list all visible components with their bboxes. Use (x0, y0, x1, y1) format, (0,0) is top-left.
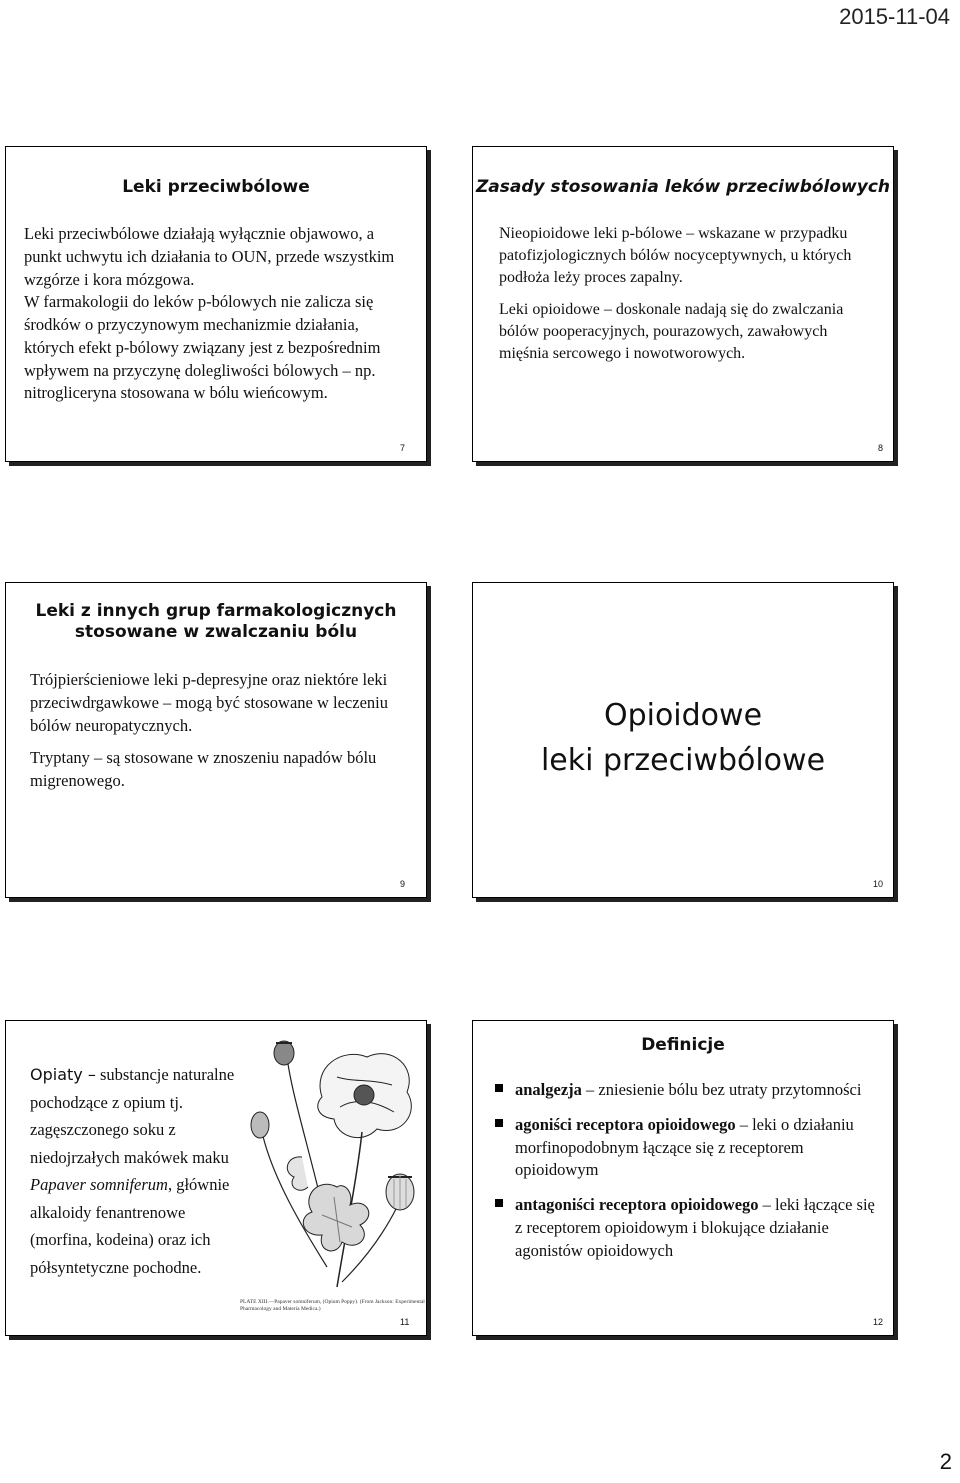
poppy-illustration (242, 1037, 422, 1292)
definitions-list (487, 1079, 881, 1274)
opiates-definition (30, 1061, 250, 1282)
print-date: 2015-11-04 (839, 4, 950, 29)
paragraph: Leki opioidowe – doskonale nadają się do zwalczania bólów pooperacyjnych, pourazowych, zawałowych mięśnia sercowego i nowotworowych. (499, 301, 844, 363)
definition-text: – zniesienie bólu bez utraty przytomności (581, 1080, 862, 1099)
slide-number: 10 (872, 879, 883, 889)
slide-body (499, 223, 877, 375)
slide-7 (5, 146, 427, 462)
definition-term: agoniści receptora opioidowego (515, 1114, 736, 1134)
slide-10 (472, 582, 894, 898)
definition-term: antagoniści receptora opioidowego (515, 1195, 759, 1215)
slide-number: 8 (877, 443, 883, 453)
slide-number: 11 (400, 1317, 410, 1327)
list-item (487, 1194, 881, 1262)
illustration-caption: PLATE XIII.—Papaver somniferum, (Opium Poppy). (From Jackson: Experimental Pharmacology and Materia Medica.) (240, 1299, 425, 1313)
list-item (487, 1114, 881, 1182)
list-item (487, 1079, 881, 1102)
section-title-line: Opioidowe (603, 698, 763, 733)
slide-12 (472, 1020, 894, 1336)
slide-number: 9 (400, 879, 406, 889)
paragraph: Tryptany – są stosowane w znoszeniu napadów bólu migrenowego. (30, 748, 377, 791)
paragraph: W farmakologii do leków p-bólowych nie zalicza się środków o przyczynowym mechanizmie działania, których efekt p-bólowy związany jest z bezpośrednim wpływem na przyczynę dolegliwości bólowych – np. nitrogliceryna stosowana w bólu wieńcowym. (24, 292, 381, 403)
slide-8 (472, 146, 894, 462)
latin-name: Papaver somniferum (30, 1175, 168, 1195)
definition-text: – leki łączące się z receptorem opioidowym i blokujące działanie agonistów opioidowych (515, 1195, 875, 1260)
definition-text: , głównie alkaloidy fenantrenowe (morfina, kodeina) oraz ich półsyntetyczne pochodne. (30, 1175, 230, 1277)
slide-9 (5, 582, 427, 898)
slide-number: 12 (872, 1317, 883, 1327)
slide-number: 7 (400, 443, 406, 453)
slide-title: Zasady stosowania leków przeciwbólowych (475, 177, 891, 197)
definition-term: analgezja (515, 1080, 582, 1099)
slide-title: Definicje (641, 1035, 725, 1055)
paragraph: Leki przeciwbólowe działają wyłącznie objawowo, a punkt uchwytu ich działania to OUN, przede wszystkim wzgórze i kora mózgowa. (24, 224, 395, 289)
square-bullet-icon (495, 1199, 503, 1207)
square-bullet-icon (495, 1119, 503, 1127)
section-title (473, 693, 893, 783)
slide-title: Leki przeciwbólowe (122, 177, 310, 197)
paragraph: Trójpierścieniowe leki p-depresyjne oraz niektóre leki przeciwdrgawkowe – mogą być stosowane w leczeniu bólów neuropatycznych. (30, 670, 388, 735)
definition-text: substancje naturalne pochodzące z opium tj. zagęszczonego soku z niedojrzałych makówek maku (30, 1065, 235, 1167)
slide-body (30, 669, 410, 803)
paragraph: Nieopioidowe leki p-bólowe – wskazane w przypadku patofizjologicznych bólów nocyceptywnych, u których podłoża leży proces zapalny. (499, 225, 852, 287)
definition-text: – leki o działaniu morfinopodobnym łączące się z receptorem opioidowym (515, 1114, 854, 1180)
slide-body (24, 223, 404, 415)
section-title-line: leki przeciwbólowe (540, 743, 826, 778)
term-opiaty: Opiaty – (30, 1065, 96, 1084)
square-bullet-icon (495, 1084, 503, 1092)
page-number: 2 (939, 1449, 952, 1474)
slide-title: Leki z innych grup farmakologicznych stosowane w zwalczaniu bólu (35, 601, 397, 643)
slide-11 (5, 1020, 427, 1336)
